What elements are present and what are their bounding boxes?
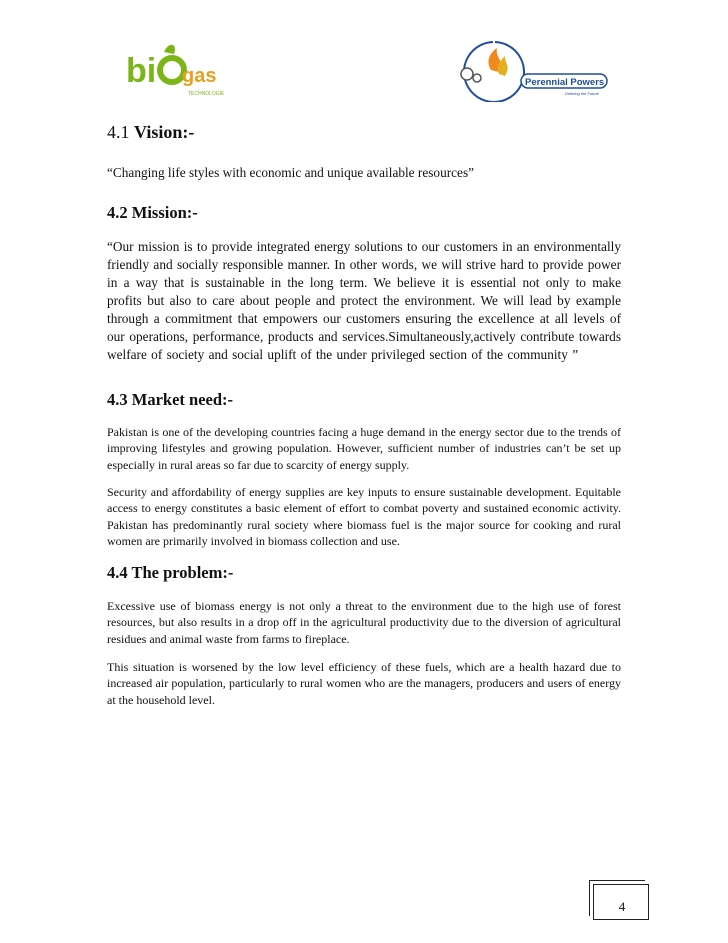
market-need-heading: 4.3 Market need:- <box>107 390 234 409</box>
mission-text: “Our mission is to provide integrated energy solutions to our customers in an environmentally friendly and socially responsible manner. In other words, we will strive hard to provide power in a way that is sustainable in the long term. We believe it is essential not only to make profits but also to care about people and protect the environment. We will lead by example through a commitment that empowers our customers ensuring the excellence at all levels of our operations, performance, products and services.Simultaneously,actively contribute towards welfare of society and social uplift of the under privileged section of the community ” <box>107 239 621 362</box>
vision-heading-label: Vision:- <box>134 122 195 142</box>
perennial-logo-tagline: Defining the Future <box>565 91 600 96</box>
vision-heading <box>107 122 621 143</box>
page-number: 4 <box>618 899 626 914</box>
svg-text:bi: bi <box>126 52 157 90</box>
page-number-box <box>593 884 649 920</box>
perennial-logo-name: Perennial Powers <box>525 77 605 88</box>
problem-heading: 4.4 The problem:- <box>107 563 234 582</box>
svg-text:gas: gas <box>182 65 217 87</box>
problem-paragraph-1: Excessive use of biomass energy is not only a threat to the environment due to the high use of forest resources, but also results in a drop off in the agricultural productivity due to the diversion of agricultural residues and animal waste from farms to fireplace. <box>107 599 621 646</box>
market-need-paragraph-1: Pakistan is one of the developing countries facing a huge demand in the energy sector due to the trends of improving lifestyles and growing population. However, sufficient number of industries can’t be set up especially in rural areas so far due to scarcity of energy supply. <box>107 425 621 472</box>
perennial-powers-logo <box>455 40 615 102</box>
vision-heading-number: 4.1 <box>107 122 130 142</box>
biogas-logo-graphic <box>124 40 224 102</box>
mission-heading: 4.2 Mission:- <box>107 203 198 222</box>
biogas-logo <box>124 40 224 102</box>
biogas-logo-subtitle: TECHNOLOGIES <box>188 91 224 97</box>
problem-paragraph-2: This situation is worsened by the low level efficiency of these fuels, which are a health hazard due to increased air population, particularly to rural women who are the managers, producers and users of energy at the household level. <box>107 660 621 707</box>
vision-text: “Changing life styles with economic and unique available resources” <box>107 165 475 180</box>
market-need-paragraph-2: Security and affordability of energy supplies are key inputs to ensure sustainable development. Equitable access to energy constitutes a basic element of effort to combat poverty and sustained economic activity. Pakistan has predominantly rural society where biomass fuel is the major source for cooking and rural women are primarily involved in biomass collection and use. <box>107 485 621 548</box>
